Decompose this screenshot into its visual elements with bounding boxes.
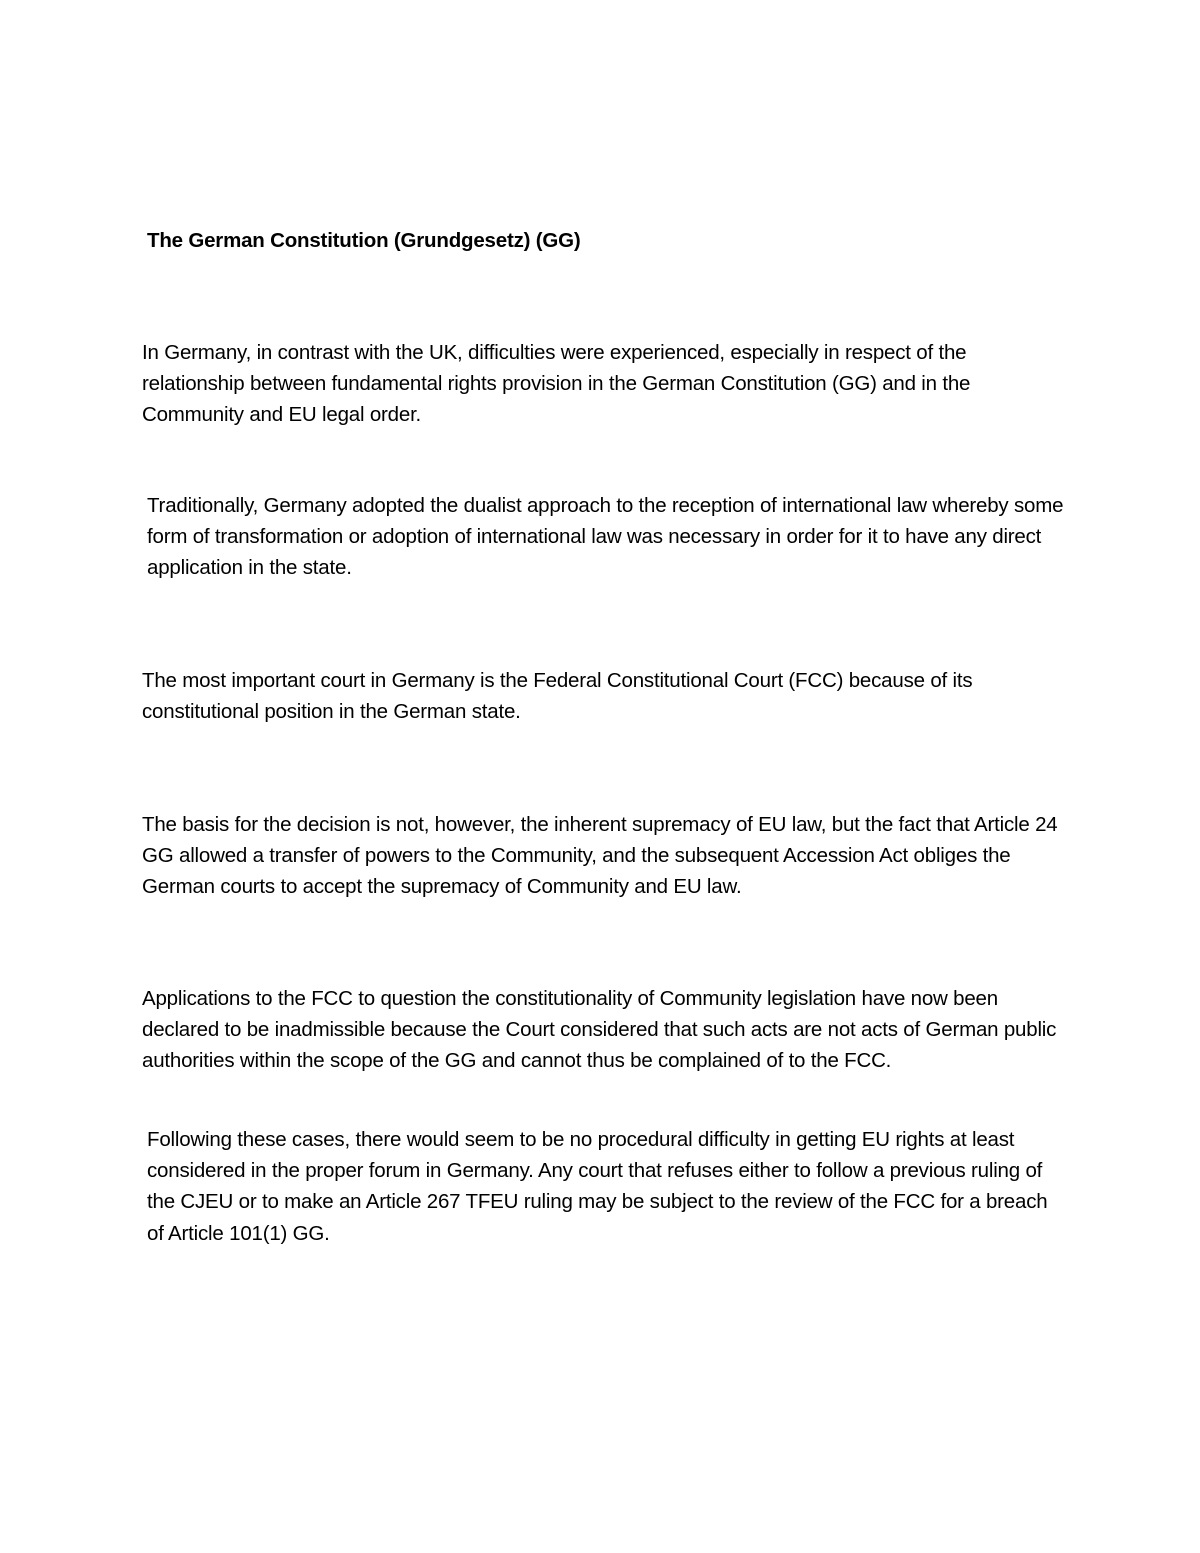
paragraph: In Germany, in contrast with the UK, difficulties were experienced, especially in respect of the relationship between fundamental rights provision in the German Constitution (GG) and in the Community and EU legal order. bbox=[142, 341, 971, 427]
paragraph: The basis for the decision is not, however, the inherent supremacy of EU law, but the fact that Article 24 GG allowed a transfer of powers to the Community, and the subsequent Accession Act obliges the German courts to accept the supremacy of Community and EU law. bbox=[142, 813, 1058, 899]
document-title: The German Constitution (Grundgesetz) (GG) bbox=[147, 229, 581, 252]
paragraph: Traditionally, Germany adopted the dualist approach to the reception of international law whereby some form of transformation or adoption of international law was necessary in order for it to have any direct application in the state. bbox=[147, 494, 1064, 580]
paragraph: Applications to the FCC to question the constitutionality of Community legislation have now been declared to be inadmissible because the Court considered that such acts are not acts of German public authorities within the scope of the GG and cannot thus be complained of to the FCC. bbox=[142, 987, 1057, 1073]
paragraph: Following these cases, there would seem to be no procedural difficulty in getting EU rights at least considered in the proper forum in Germany. Any court that refuses either to follow a previous ruling of the CJEU or to make an Article 267 TFEU ruling may be subject to the review of the FCC for a breach of Article 101(1) GG. bbox=[147, 1128, 1048, 1245]
paragraph: The most important court in Germany is the Federal Constitutional Court (FCC) because of its constitutional position in the German state. bbox=[142, 669, 973, 724]
